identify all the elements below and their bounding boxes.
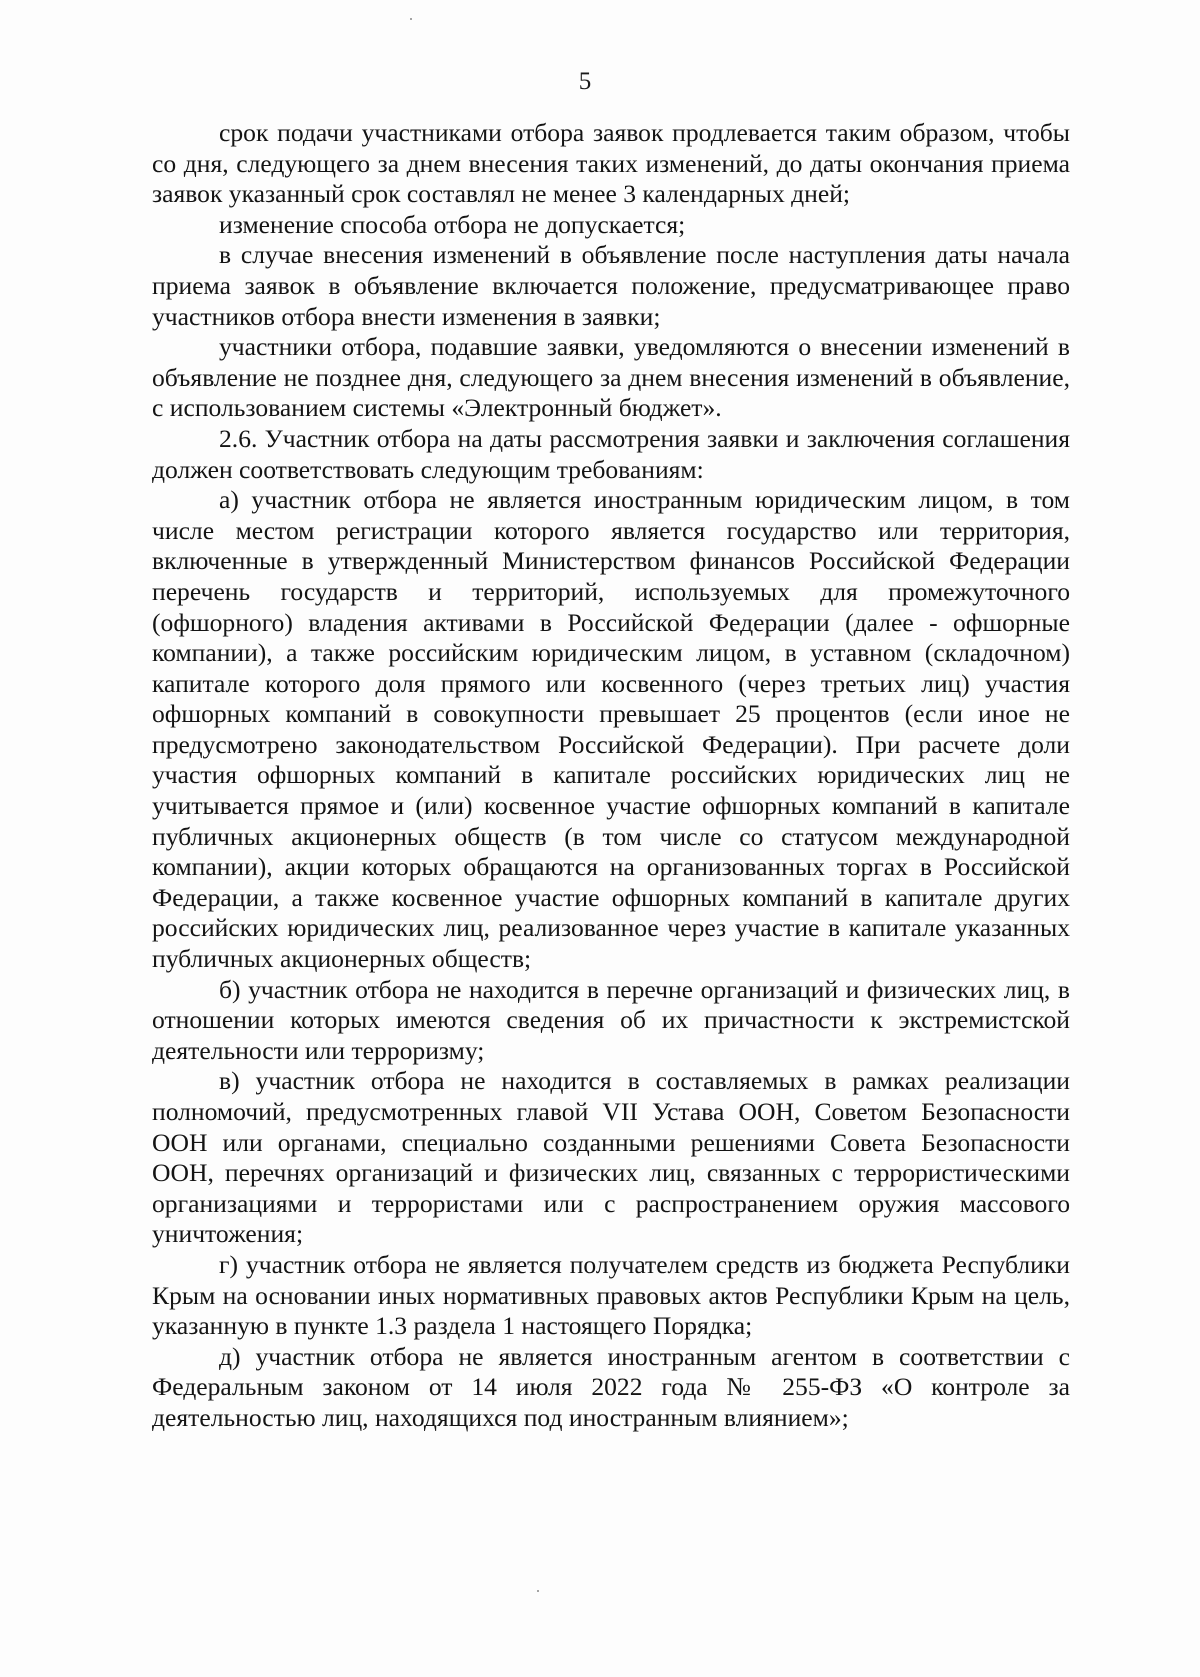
paragraph-section-2-6: 2.6. Участник отбора на даты рассмотрения заявки и заключения соглашения должен соответствовать следующим требованиям:: [152, 423, 1070, 484]
paragraph-participant-notification: участники отбора, подавшие заявки, уведомляются о внесении изменений в объявление не позднее дня, следующего за днем внесения изменений в объявление, с использованием системы «Электронный бюджет».: [152, 332, 1070, 423]
paragraph-item-a: а) участник отбора не является иностранным юридическим лицом, в том числе местом регистрации которого является государство или территория, включенные в утвержденный Министерством финансов Российской Федерации перечень государств и территорий, используемых для промежуточного (офшорного) владения активами в Российской Федерации (далее - офшорные компании), а также российским юридическим лицом, в уставном (складочном) капитале которого доля прямого или косвенного (через третьих лиц) участия офшорных компаний в совокупности превышает 25 процентов (если иное не предусмотрено законодательством Российской Федерации). При расчете доли участия офшорных компаний в капитале российских юридических лиц не учитывается прямое и (или) косвенное участие офшорных компаний в капитале публичных акционерных обществ (в том числе со статусом международной компании), акции которых обращаются на организованных торгах в Российской Федерации, а также косвенное участие офшорных компаний в капитале других российских юридических лиц, реализованное через участие в капитале указанных публичных акционерных обществ;: [152, 485, 1070, 974]
paragraph-deadline-extension: срок подачи участниками отбора заявок продлевается таким образом, чтобы со дня, следующего за днем внесения таких изменений, до даты окончания приема заявок указанный срок составлял не менее 3 календарных дней;: [152, 118, 1070, 209]
scan-speck: [410, 18, 412, 20]
paragraph-item-b: б) участник отбора не находится в перечне организаций и физических лиц, в отношении которых имеются сведения об их причастности к экстремистской деятельности или терроризму;: [152, 974, 1070, 1065]
paragraph-item-d: д) участник отбора не является иностранным агентом в соответствии с Федеральным законом от 14 июля 2022 года № 255-ФЗ «О контроле за деятельностью лиц, находящихся под иностранным влиянием»;: [152, 1341, 1070, 1432]
scan-speck: [537, 1590, 539, 1592]
paragraph-item-g: г) участник отбора не является получателем средств из бюджета Республики Крым на основании иных нормативных правовых актов Республики Крым на цель, указанную в пункте 1.3 раздела 1 настоящего Порядка;: [152, 1249, 1070, 1341]
paragraph-announcement-changes: в случае внесения изменений в объявление после наступления даты начала приема заявок в объявление включается положение, предусматривающее право участников отбора внести изменения в заявки;: [152, 240, 1070, 331]
paragraph-selection-method: изменение способа отбора не допускается;: [219, 209, 686, 239]
paragraph-item-v: в) участник отбора не находится в составляемых в рамках реализации полномочий, предусмотренных главой VII Устава ООН, Советом Безопасности ООН или органами, специально созданными решениями Совета Безопасности ООН, перечнях организаций и физических лиц, связанных с террористическими организациями и террористами или с распространением оружия массового уничтожения;: [152, 1066, 1070, 1249]
page-number: 5: [578, 68, 592, 95]
document-body: [152, 118, 1070, 1434]
